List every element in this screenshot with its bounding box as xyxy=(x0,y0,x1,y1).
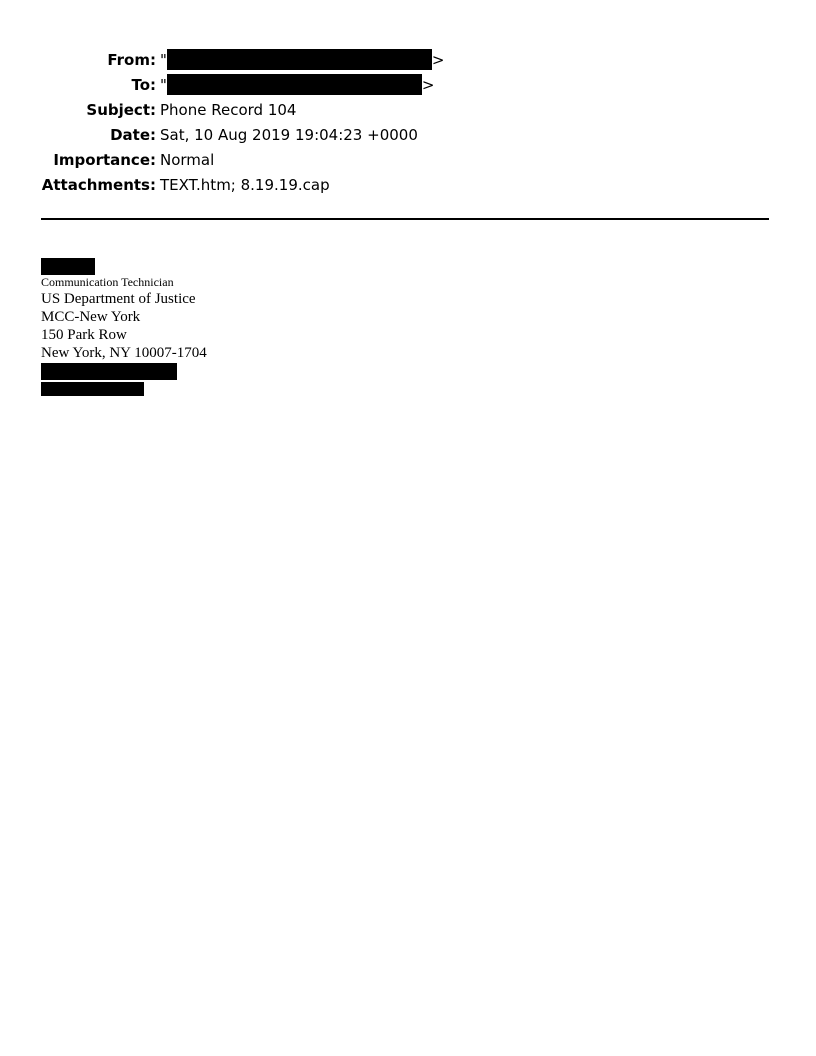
attachments-value: TEXT.htm; 8.19.19.cap xyxy=(160,176,330,194)
date-value: Sat, 10 Aug 2019 19:04:23 +0000 xyxy=(160,126,418,144)
from-open-quote: " xyxy=(160,51,167,69)
signature-line-org: US Department of Justice xyxy=(41,291,196,307)
subject-value: Phone Record 104 xyxy=(160,101,297,119)
signature-title: Communication Technician xyxy=(41,275,174,289)
from-label: From: xyxy=(107,51,156,69)
subject-label: Subject: xyxy=(86,101,156,119)
to-open-quote: " xyxy=(160,76,167,94)
signature-block xyxy=(41,258,207,396)
header-divider xyxy=(41,218,769,220)
to-close-bracket: > xyxy=(421,76,435,94)
signature-line-city: New York, NY 10007-1704 xyxy=(41,345,207,361)
from-row xyxy=(0,48,816,73)
from-value xyxy=(160,48,444,73)
importance-label: Importance: xyxy=(53,151,156,169)
phone-redaction xyxy=(41,363,177,380)
contact-redaction xyxy=(41,382,144,396)
importance-value: Normal xyxy=(160,151,215,169)
from-close-bracket: > xyxy=(431,51,445,69)
to-row xyxy=(0,73,816,98)
to-redaction xyxy=(167,74,422,95)
date-label: Date: xyxy=(110,126,156,144)
signature-line-facility: MCC-New York xyxy=(41,309,141,325)
subject-row xyxy=(0,98,816,123)
to-label: To: xyxy=(131,76,156,94)
name-redaction xyxy=(41,258,95,275)
attachments-row xyxy=(0,173,816,198)
from-redaction xyxy=(167,49,432,70)
email-header xyxy=(0,48,816,198)
signature-line-street: 150 Park Row xyxy=(41,327,127,343)
attachments-label: Attachments: xyxy=(41,176,156,194)
to-value xyxy=(160,73,434,98)
date-row xyxy=(0,123,816,148)
importance-row xyxy=(0,148,816,173)
